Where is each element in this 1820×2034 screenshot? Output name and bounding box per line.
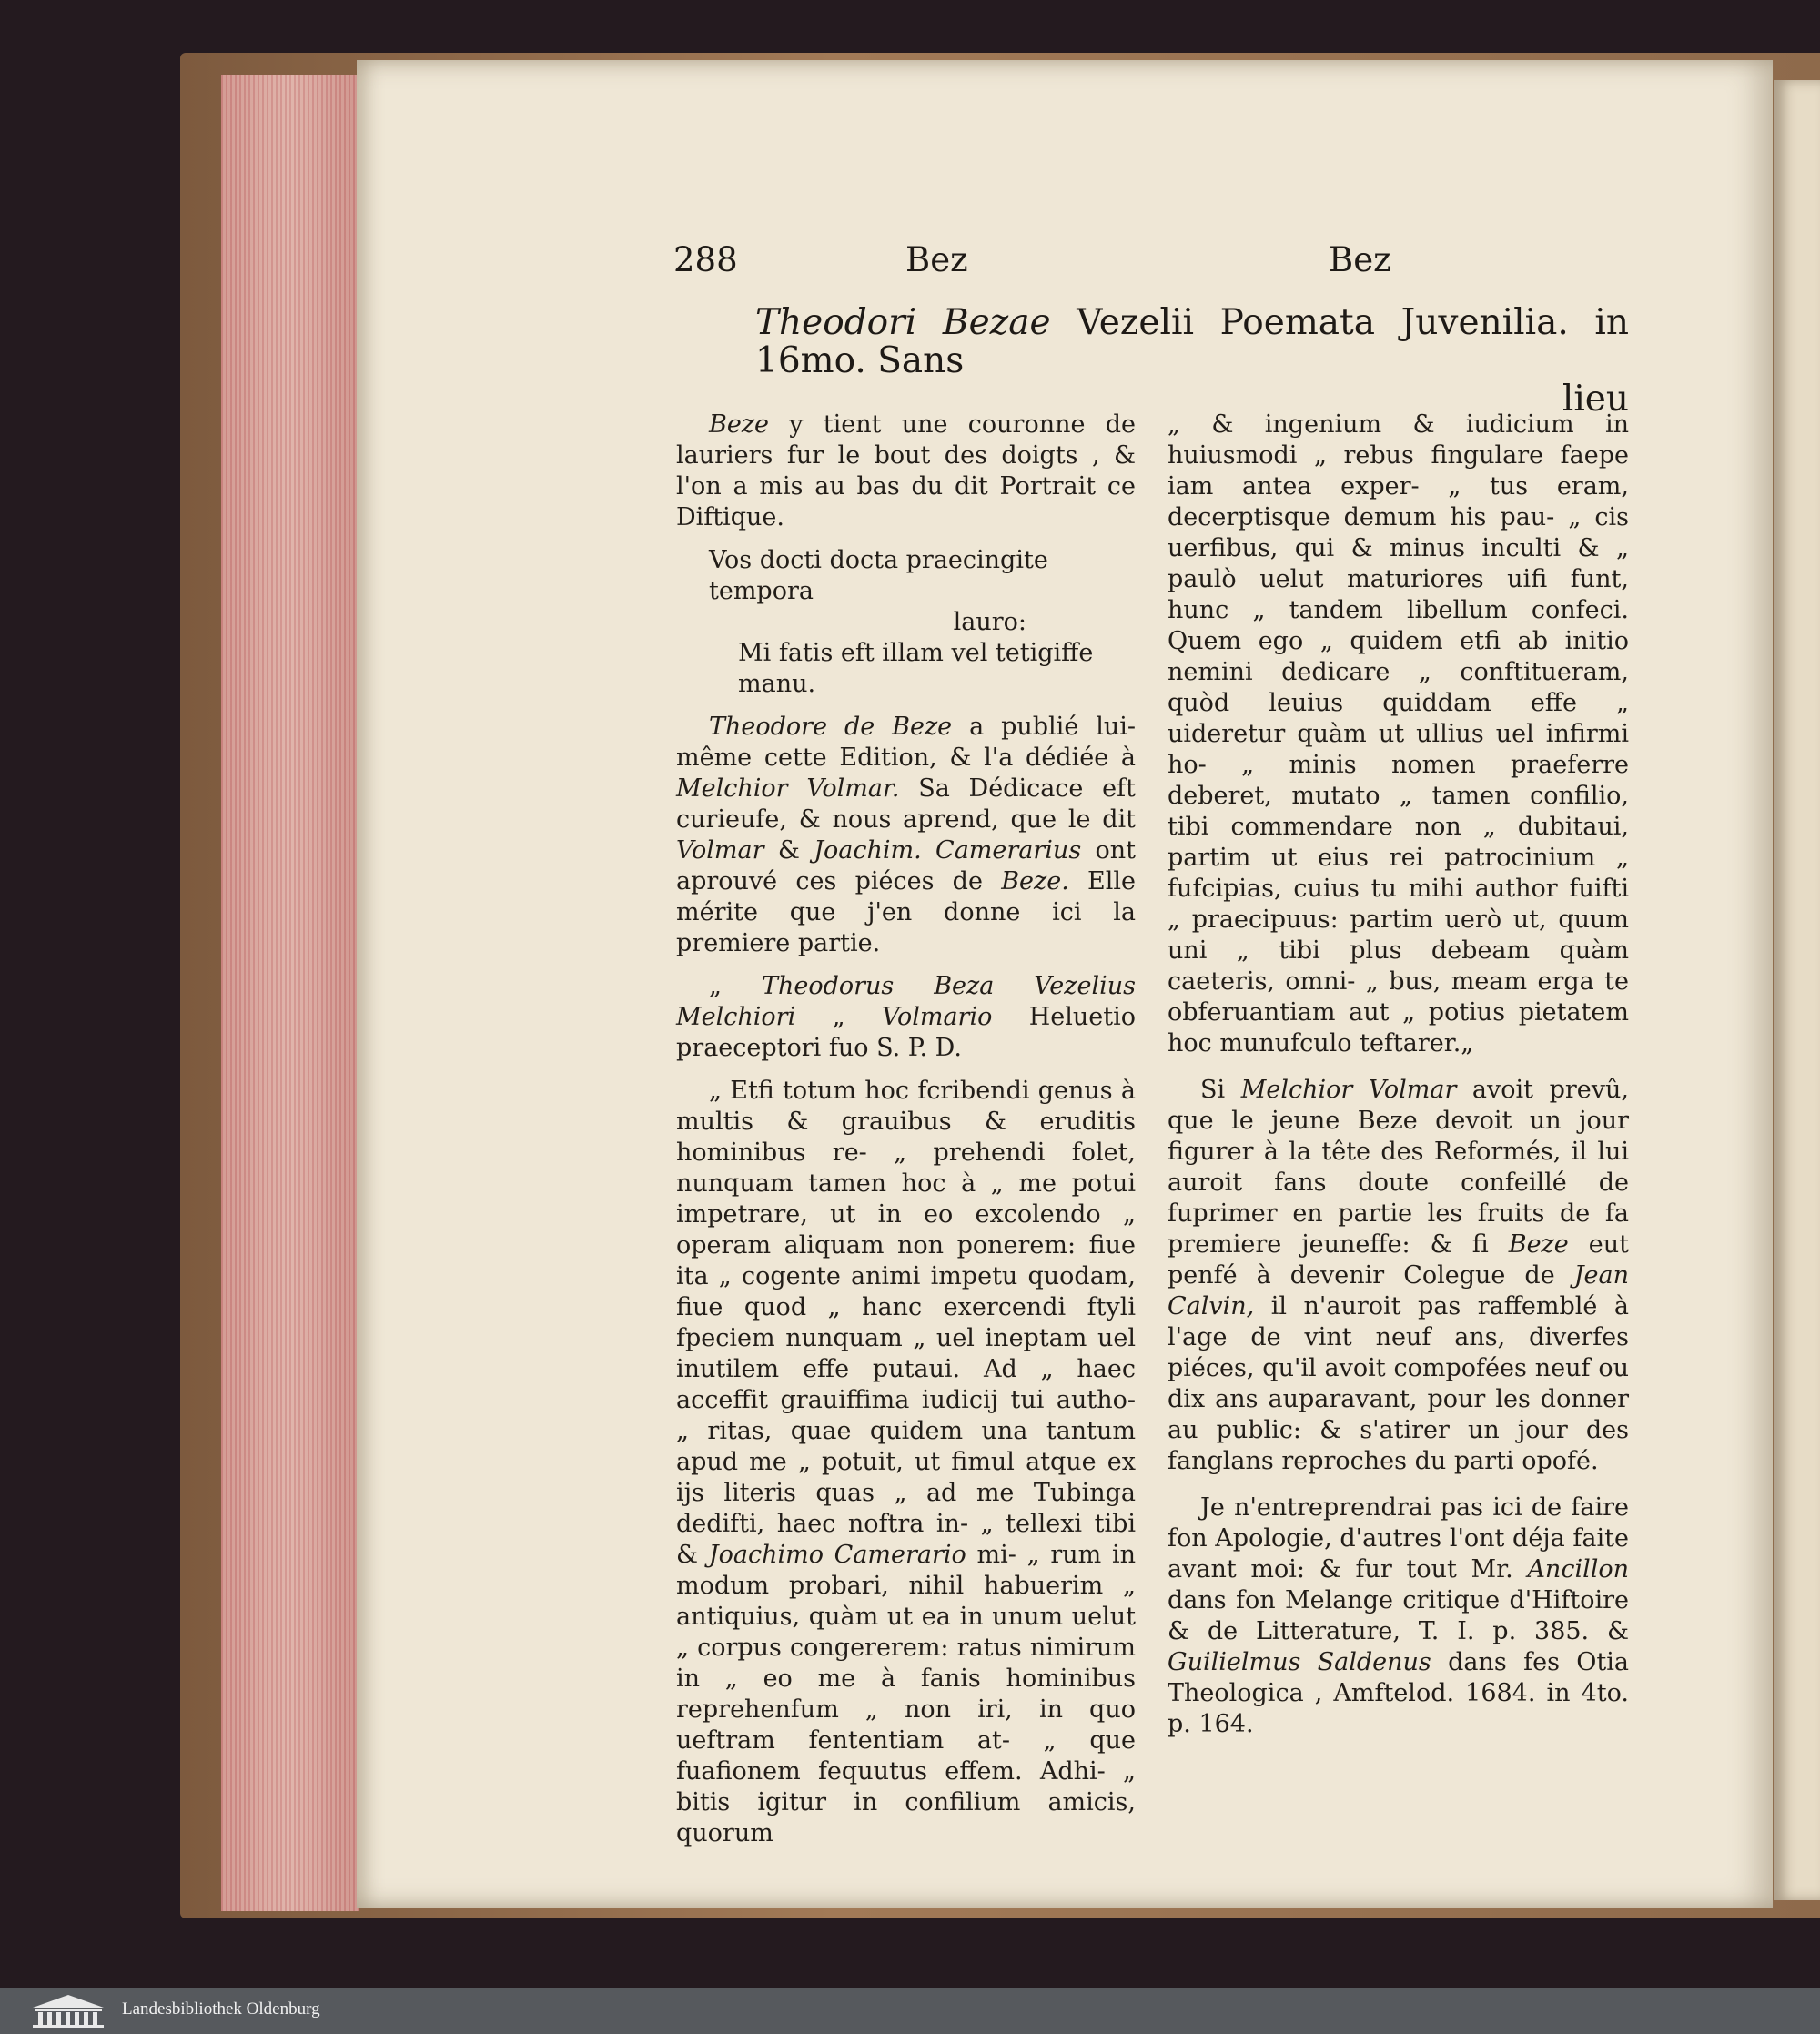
library-building-icon bbox=[27, 1993, 109, 2029]
text-run: il n'auroit pas raffemblé à l'age de vint neuf ans, diverfes piéces, qu'il avoit compofées neuf ou dix ans auparavant, pour les donner au public: & s'atirer un jour des fanglans reproches du parti opofé. bbox=[1168, 1292, 1629, 1475]
library-name: Landesbibliothek Oldenburg bbox=[122, 1999, 320, 2019]
dedication-heading bbox=[676, 971, 1136, 1064]
text-run: Si bbox=[1200, 1076, 1241, 1104]
title-work: Vezelii Poemata Juvenilia. in 16mo. Sans bbox=[755, 302, 1629, 381]
text-run: a publié lui-même cette Edition, & l'a dédiée à bbox=[676, 713, 1136, 772]
text-run: avoit prevû, que le jeune Beze devoit un jour figurer à la tête des Reformés, il lui auroit fans doute confeillé de fuprimer en partie les fruits de fa premiere jeuneffe: & fi bbox=[1168, 1076, 1629, 1259]
name-italic: Volmario bbox=[881, 1003, 993, 1031]
name-italic: Joachimo Camerario bbox=[708, 1541, 966, 1569]
text-run: ont aprouvé ces piéces de bbox=[676, 836, 1137, 896]
entry-title bbox=[755, 304, 1629, 419]
page-number: 288 bbox=[673, 240, 738, 279]
distich bbox=[676, 545, 1136, 700]
facing-page-edge bbox=[1774, 80, 1820, 1900]
text-run: & bbox=[763, 836, 814, 865]
text-run: eut penfé à devenir Colegue de bbox=[1168, 1230, 1629, 1290]
running-head-left: Bez bbox=[905, 240, 968, 279]
name-italic: Melchior Volmar bbox=[1240, 1076, 1457, 1104]
text-run: Je n'entreprendrai pas ici de faire fon Apologie, d'autres l'ont déja faite avant moi: & fur tout Mr. bbox=[1168, 1493, 1629, 1584]
dedication-letter bbox=[676, 1076, 1136, 1849]
verse-line: Vos docti docta praecingite tempora bbox=[709, 546, 1048, 605]
paragraph bbox=[676, 712, 1136, 959]
text-run: dans fes Otia Theologica , Amftelod. 1684. in 4to. p. 164. bbox=[1168, 1648, 1629, 1738]
text-run: „ bbox=[795, 1003, 882, 1031]
text-run: y tient une couronne de lauriers fur le bout des doigts , & l'on a mis au bas du dit Portrait ce Diftique. bbox=[676, 410, 1136, 531]
text-run: Sa Dédicace eft curieufe, & nous aprend, que le dit bbox=[676, 774, 1136, 834]
name-italic: Melchior Volmar. bbox=[676, 774, 900, 803]
name-italic: Jean Calvin, bbox=[1168, 1261, 1629, 1321]
paragraph bbox=[676, 410, 1136, 533]
right-column bbox=[1168, 410, 1629, 1740]
text-run: „ Etfi totum hoc fcribendi genus à multis & grauibus & eruditis hominibus re- „ prehendi folet, nunquam tamen hoc à „ me potui impetrare, ut in eo excolendo „ operam aliquam non ponerem: fiue ita „ cogente animi impetu quodam, fiue quod „ hanc exercendi ftyli fpeciem nunquam „ uel ineptam uel inutilem effe putaui. Ad „ haec acceffit grauiffima iudicij tui autho- „ ritas, quae quidem una tantum apud me „ potuit, ut fimul atque ex ijs literis quas „ ad me Tubinga dedifti, haec noftra in- „ tellexi tibi & bbox=[676, 1077, 1136, 1569]
name-italic: Beze. bbox=[1001, 867, 1069, 896]
name-italic: Beze bbox=[709, 410, 770, 439]
name-italic: Guilielmus Saldenus bbox=[1168, 1648, 1431, 1676]
page-edges bbox=[221, 75, 359, 1911]
name-italic: Ancillon bbox=[1527, 1555, 1629, 1584]
left-column bbox=[676, 410, 1136, 1849]
title-author: Theodori Bezae bbox=[755, 302, 1051, 343]
text-run: Heluetio praeceptori fuo S. P. D. bbox=[676, 1003, 1136, 1062]
text-run: „ bbox=[709, 972, 762, 1000]
running-head-right: Bez bbox=[1329, 240, 1391, 279]
footer-bar bbox=[0, 1988, 1820, 2034]
name-italic: Beze bbox=[1508, 1230, 1569, 1259]
text-run: dans fon Melange critique d'Hiftoire & de Litterature, T. I. p. 385. & bbox=[1168, 1586, 1629, 1645]
paragraph bbox=[1168, 1075, 1629, 1477]
paragraph bbox=[1168, 1493, 1629, 1740]
text-run: mi- „ rum in modum probari, nihil habuerim „ antiquius, quàm ut ea in unum uelut „ corpus congererem: ratus nimirum in „ eo me à fanis hominibus reprehenfum „ non iri, in quo ueftram fententiam at- „ que fuafionem fequutus effem. Adhi- „ bitis igitur in confilium amicis, quorum bbox=[676, 1541, 1136, 1847]
name-italic: Volmar bbox=[676, 836, 764, 865]
verse-line: lauro: bbox=[953, 608, 1026, 636]
verse-line: Mi fatis eft illam vel tetigiffe manu. bbox=[738, 639, 1094, 698]
dedication-letter-continued: „ & ingenium & iudicium in huiusmodi „ rebus fingulare faepe iam antea exper- „ tus eram, decerptisque demum his pau- „ cis uerfibus, qui & minus inculti & „ paulò uelut maturiores uifi funt, hunc „ tandem libellum confeci. Quem ego „ quidem etfi ab initio nemini dedicare „ conftitueram, quòd leuius quiddam effe „ uideretur quàm ut ullius uel infirmi ho- „ minis nomen praeferre deberet, mutato „ tamen confilio, tibi commendare non „ dubitaui, partim ut eius rei patrocinium „ fufcipias, cuius tu mihi author fuifti „ praecipuus: partim uerò ut, quum uni „ tibi plus debeam quàm caeteris, omni- „ bus, meam erga te obferuantiam aut „ potius pietatem hoc munufculo teftarer.„ bbox=[1168, 410, 1629, 1057]
name-italic: Theodore de Beze bbox=[709, 713, 953, 741]
name-italic: Theodorus Beza Vezelius Melchiori bbox=[676, 972, 1136, 1031]
title-tail: lieu bbox=[1562, 379, 1629, 420]
text-run: Elle mérite que j'en donne ici la premiere partie. bbox=[676, 867, 1136, 957]
name-italic: Joachim. Camerarius bbox=[814, 836, 1082, 865]
